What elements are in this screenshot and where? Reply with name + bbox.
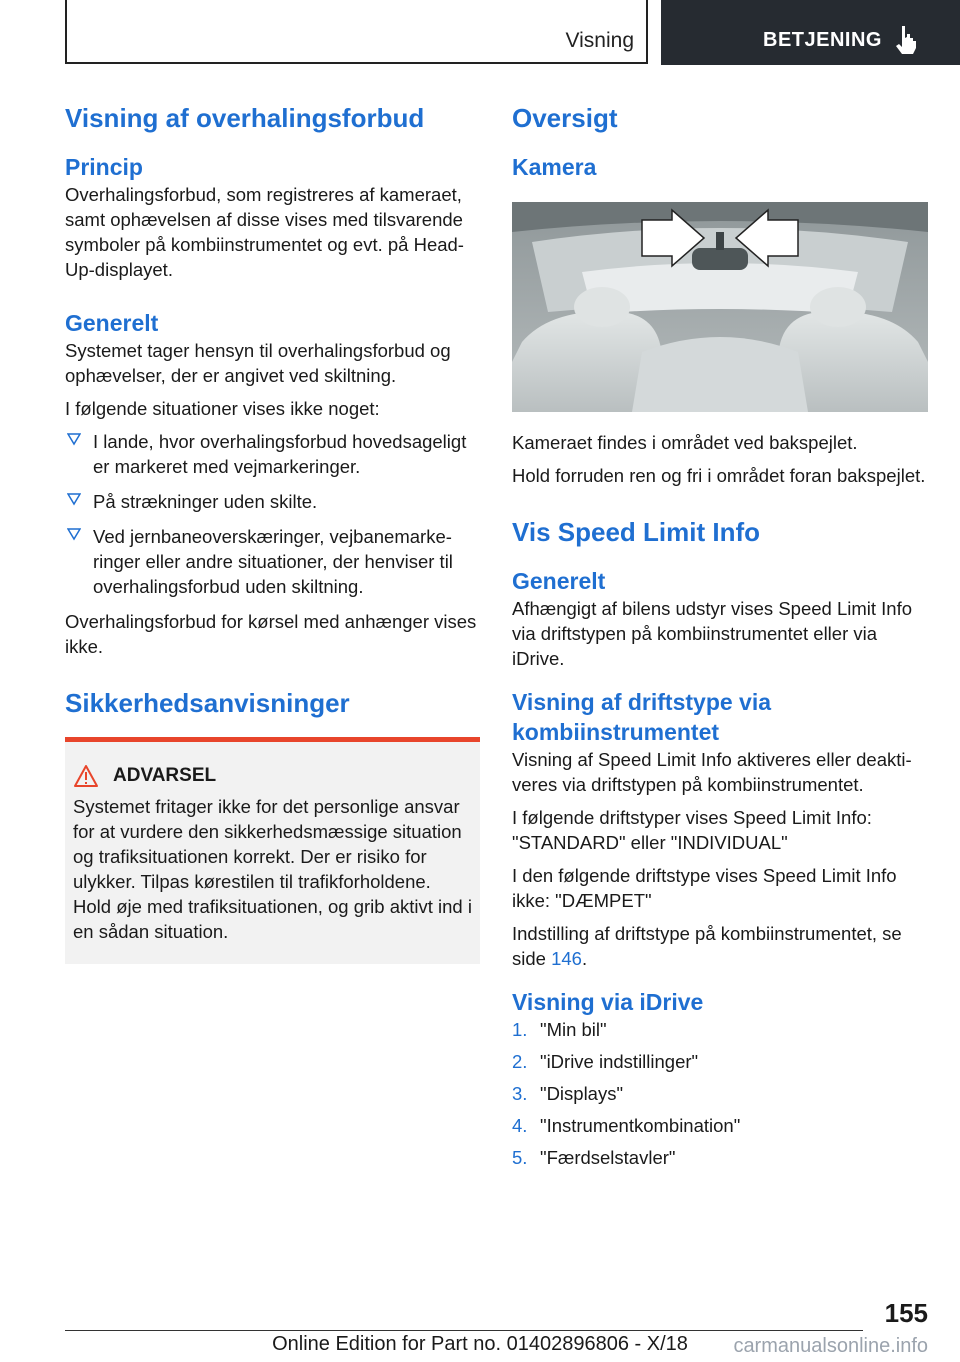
list-item-text: På strækninger uden skilte. [93,491,318,512]
paragraph-camera-1: Kameraet findes i området ved bakspejlet. [512,432,858,453]
list-item [65,524,480,599]
heading-general-right: Generelt [512,568,606,594]
step-number: 2. [512,1051,528,1072]
hand-pointer-icon [893,24,921,54]
section-title: Visning [565,29,634,52]
list-item [512,1145,928,1170]
step-text: "iDrive indstillinger" [540,1051,699,1072]
warning-box [65,737,480,964]
left-column [65,100,480,964]
page-header [0,0,960,66]
paragraph-general-2: I følgende situationer vises ikke noget: [65,398,380,419]
triangle-bullet-icon [67,527,81,541]
list-item [65,429,480,479]
list-item [512,1081,928,1106]
list-item [512,1113,928,1138]
paragraph-trailer: Overhalingsforbud for kørsel med anhænger vises ikke. [65,611,477,657]
paragraph-drive-mode-3 [512,863,928,913]
step-text: "Færdselstavler" [540,1147,676,1168]
right-column [512,100,928,1177]
list-item [512,1049,928,1074]
heading-drive-mode-display: Visning af driftstype via kombiinstrumentet [512,689,772,745]
footer-divider [65,1330,863,1331]
step-number: 5. [512,1147,528,1168]
step-number: 4. [512,1115,528,1136]
footer-edition: Online Edition for Part no. 01402896806 - X/18 [272,1333,688,1355]
paragraph-drive-mode-2 [512,805,928,855]
paragraph-general-right: Afhængigt af bilens udstyr vises Speed Limit Info via driftstypen på kombiinstrumentet eller via iDrive. [512,598,913,669]
paragraph-principle: Overhalingsforbud, som registreres af kameraet, samt ophævelsen af disse vises med tilsvarende symboler på kombiinstrumentet og evt. på Head-Up-displayet. [65,184,464,280]
idrive-steps-list [512,1017,928,1170]
drive-mode-3-line-2: ikke: "DÆMPET" [512,890,652,911]
paragraph-drive-mode-4 [512,921,928,971]
step-text: "Instrumentkombination" [540,1115,741,1136]
list-item-text: I lande, hvor overhalingsforbud hovedsageligt er markeret med vejmarkeringer. [93,431,467,477]
list-item [512,1017,928,1042]
heading-speed-limit-info: Vis Speed Limit Info [512,517,761,547]
section-header-frame [65,0,648,64]
triangle-bullet-icon [67,432,81,446]
triangle-bullet-icon [67,492,81,506]
step-number: 3. [512,1083,528,1104]
drive-mode-2-line-1: I følgende driftstyper vises Speed Limit Info: [512,807,872,828]
drive-mode-4-text: Indstilling af driftstype på kombiinstrumentet, se side [512,923,902,969]
chapter-tab [661,0,960,65]
warning-triangle-icon [73,764,99,788]
step-text: "Displays" [540,1083,624,1104]
heading-general: Generelt [65,310,159,336]
warning-title: ADVARSEL [113,765,217,786]
heading-idrive-display: Visning via iDrive [512,989,704,1015]
chapter-title: BETJENING [763,29,882,51]
warning-text: Systemet fritager ikke for det personlige ansvar for at vurdere den sikkerhedsmæssige situation og trafiksituationen korrekt. Der er risiko for ulykker. Tilpas kørestilen til trafikforholdene. Hold øje med trafiksituationen, og grib aktivt ind i en sådan situation. [73,796,472,942]
list-item [65,489,480,514]
camera-location-illustration [512,202,928,412]
heading-principle: Princip [65,154,143,180]
step-number: 1. [512,1019,528,1040]
list-item-text: Ved jernbaneoverskæringer, vejbanemarkeringer eller andre situationer, der henviser til overhalingsforbud uden skiltning. [93,526,453,597]
situations-list [65,429,480,599]
heading-safety: Sikkerhedsanvisninger [65,688,350,718]
drive-mode-3-line-1: I den følgende driftstype vises Speed Limit Info [512,865,897,886]
watermark: carmanualsonline.info [733,1335,928,1357]
page-number: 155 [884,1298,928,1328]
heading-overtaking-display: Visning af overhalingsforbud [65,103,425,133]
paragraph-drive-mode-1: Visning af Speed Limit Info aktiveres eller deaktiveres via driftstypen på kombiinstrumentet. [512,749,912,795]
warning-title-row [73,764,472,788]
step-text: "Min bil" [540,1019,607,1040]
heading-camera: Kamera [512,154,597,180]
drive-mode-2-line-2: "STANDARD" eller "INDIVIDUAL" [512,832,788,853]
paragraph-general-1: Systemet tager hensyn til overhalingsforbud og ophævelser, der er angivet ved skiltning. [65,340,451,386]
drive-mode-4-end: . [581,948,588,969]
paragraph-camera-2: Hold forruden ren og fri i området foran bakspejlet. [512,465,926,486]
page-reference-link[interactable]: 146 [551,948,582,969]
heading-overview: Oversigt [512,103,618,133]
